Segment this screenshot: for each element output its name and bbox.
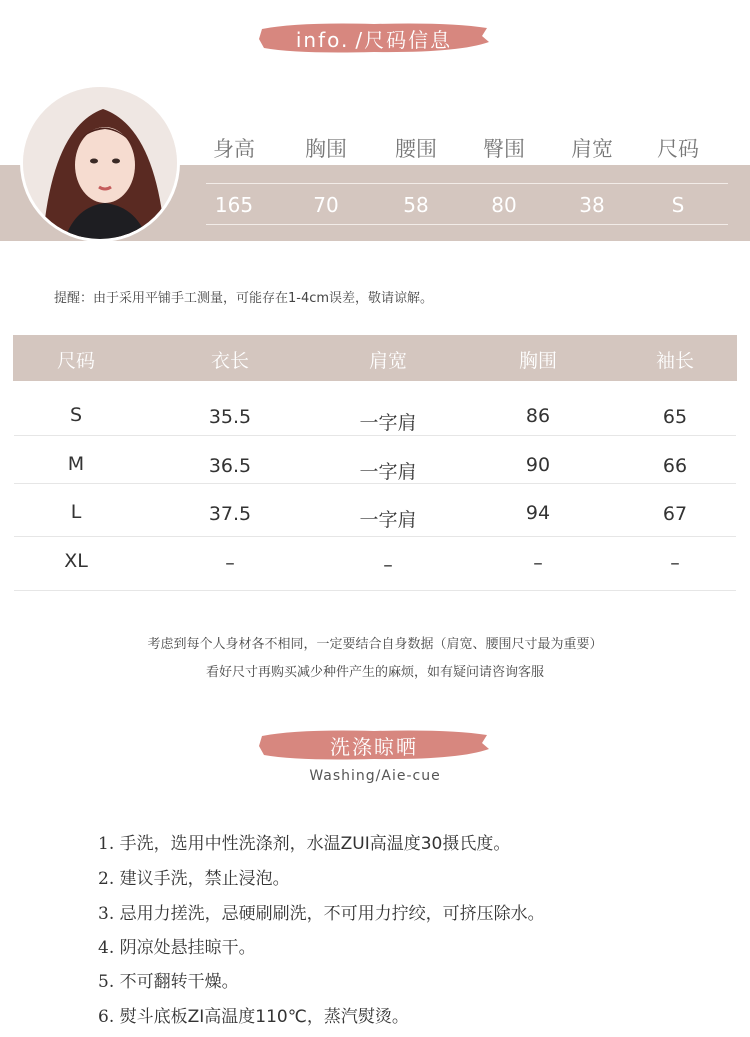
washing-subtitle: Washing/Aie-cue — [309, 768, 441, 784]
table-cell: 67 — [662, 503, 688, 525]
table-cell: 90 — [525, 454, 551, 476]
table-cell: 86 — [525, 405, 551, 427]
table-cell: – — [670, 552, 680, 574]
size-tip-line-2: 看好尺寸再购买减少种件产生的麻烦，如有疑问请咨询客服 — [205, 665, 544, 680]
model-value-shoulder: 38 — [579, 193, 605, 217]
table-row-divider — [14, 483, 736, 484]
table-cell: – — [225, 552, 235, 574]
wash-item: 1. 手洗，选用中性洗涤剂，水温ZUI高温度30摄氏度。 — [98, 834, 511, 854]
wash-item: 2. 建议手洗，禁止浸泡。 — [98, 869, 290, 889]
washing-banner — [258, 727, 490, 763]
model-divider-top — [206, 183, 728, 184]
model-header-waist: 腰围 — [395, 137, 437, 161]
model-header-shoulder: 肩宽 — [571, 137, 613, 161]
washing-title: 洗涤晾晒 — [330, 734, 418, 759]
table-cell: 一字肩 — [359, 509, 417, 531]
table-cell: S — [69, 404, 83, 426]
table-cell: 94 — [525, 502, 551, 524]
wash-item: 4. 阴凉处悬挂晾干。 — [98, 938, 256, 958]
wash-item: 3. 忌用力搓洗，忌硬刷刷洗，不可用力拧绞，可挤压除水。 — [98, 904, 545, 924]
table-row-divider — [14, 536, 736, 537]
model-value-hips: 80 — [491, 193, 517, 217]
model-value-height: 165 — [214, 193, 254, 217]
table-cell: 35.5 — [208, 406, 252, 428]
model-header-bust: 胸围 — [305, 137, 347, 161]
size-table-header-bust: 胸围 — [518, 350, 557, 372]
model-value-waist: 58 — [403, 193, 429, 217]
measurement-note: 提醒：由于采用平铺手工测量，可能存在1-4cm误差，敬请谅解。 — [54, 291, 434, 306]
table-row-divider — [14, 590, 736, 591]
table-cell: 36.5 — [208, 455, 252, 477]
size-table-header-sleeve: 袖长 — [655, 350, 694, 372]
table-cell: 一字肩 — [359, 461, 417, 483]
table-row-divider — [14, 435, 736, 436]
model-header-height: 身高 — [213, 137, 255, 161]
table-cell: 65 — [662, 406, 688, 428]
table-cell: 37.5 — [208, 503, 252, 525]
table-cell: M — [67, 453, 85, 475]
model-divider-bottom — [206, 224, 728, 225]
model-avatar — [20, 84, 180, 242]
info-size-banner — [258, 20, 490, 56]
table-cell: XL — [64, 550, 88, 572]
table-cell: – — [533, 552, 543, 574]
model-value-size: S — [671, 193, 685, 217]
table-cell: 一字肩 — [359, 412, 417, 434]
model-header-hips: 臀围 — [483, 137, 525, 161]
model-value-bust: 70 — [313, 193, 339, 217]
size-table-header-size: 尺码 — [56, 350, 95, 372]
table-cell: L — [70, 501, 82, 523]
model-header-size: 尺码 — [657, 137, 699, 161]
table-cell: 66 — [662, 455, 688, 477]
wash-item: 6. 熨斗底板ZI高温度110℃，蒸汽熨烫。 — [98, 1007, 409, 1027]
size-table-header-shoulder: 肩宽 — [368, 350, 407, 372]
table-cell: – — [383, 554, 393, 576]
size-table-header-length: 衣长 — [210, 350, 249, 372]
size-tip-line-1: 考虑到每个人身材各不相同，一定要结合自身数据（肩宽、腰围尺寸最为重要） — [147, 637, 603, 652]
wash-item: 5. 不可翻转干燥。 — [98, 972, 239, 992]
info-size-title: info. /尺码信息 — [295, 27, 453, 52]
